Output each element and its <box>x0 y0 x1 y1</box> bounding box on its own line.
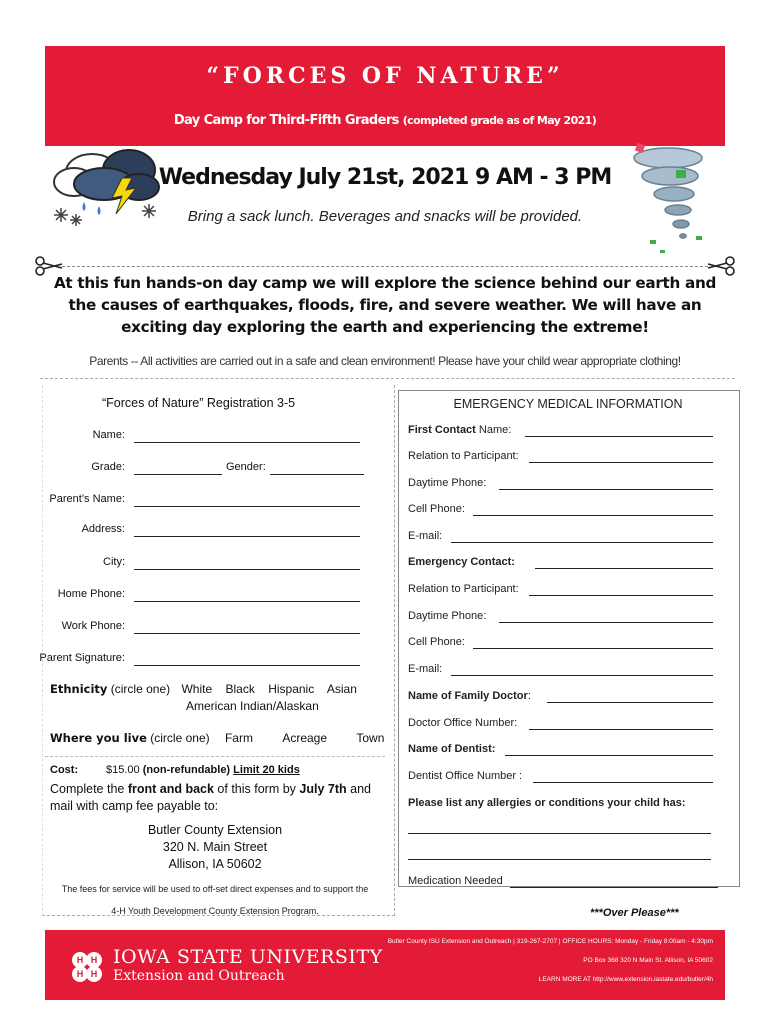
cell-phone-input-line[interactable] <box>473 648 713 649</box>
lunch-note: Bring a sack lunch. Beverages and snacks will be provided. <box>187 208 583 225</box>
allergies-label: Please list any allergies or conditions your child has: <box>408 797 686 809</box>
divider <box>40 378 735 379</box>
ethnicity-option[interactable]: Black <box>225 682 255 696</box>
cell-phone-label: Cell Phone: <box>408 503 465 515</box>
grade-input-line[interactable] <box>134 474 222 475</box>
ethnicity-option[interactable]: American Indian/Alaskan <box>186 699 319 713</box>
where-option[interactable]: Town <box>356 731 385 745</box>
instr-part: Complete the <box>50 782 128 796</box>
city-input-line[interactable] <box>134 569 360 570</box>
medication-field[interactable] <box>408 875 718 891</box>
allergies-input-line[interactable] <box>408 833 711 834</box>
address-label: Address: <box>81 523 125 535</box>
parent-signature-label: Parent Signature: <box>39 652 125 664</box>
relation-label: Relation to Participant: <box>408 450 519 462</box>
footer-banner <box>45 930 725 1000</box>
email-label: E-mail: <box>408 663 443 675</box>
where-option[interactable]: Farm <box>224 731 253 745</box>
fees-note-line: The fees for service will be used to off-set direct expenses and to support the <box>61 884 369 894</box>
divider <box>45 756 385 757</box>
relation-label: Relation to Participant: <box>408 583 519 595</box>
instr-bold: July 7th <box>299 782 347 796</box>
doctor-phone-field[interactable] <box>408 717 713 733</box>
emergency-contact-input-line[interactable] <box>535 568 713 569</box>
name-field[interactable] <box>30 429 370 447</box>
subtitle-main: Day Camp for Third-Fifth Graders <box>173 113 399 128</box>
city-field[interactable] <box>30 556 370 574</box>
home-phone-field[interactable] <box>30 588 370 606</box>
where-label: Where you live <box>50 731 147 745</box>
family-doctor-field[interactable]: Name of Family Doctor: <box>408 690 713 706</box>
4h-clover-icon <box>67 947 107 987</box>
emergency-contact-field[interactable] <box>408 556 713 572</box>
dentist-input-line[interactable] <box>505 755 713 756</box>
relation-input-line[interactable] <box>529 462 713 463</box>
relation-field[interactable] <box>408 583 713 599</box>
first-contact-input-line[interactable] <box>525 436 713 437</box>
instr-part: and mail with camp fee payable to: <box>50 782 371 813</box>
cut-line <box>62 266 708 267</box>
ethnicity-option[interactable]: Asian <box>326 682 357 696</box>
mailing-instructions <box>50 781 390 815</box>
dentist-phone-field[interactable] <box>408 770 713 786</box>
over-please-note: ***Over Please*** <box>590 907 679 919</box>
gender-label: Gender: <box>226 461 266 473</box>
daytime-phone-input-line[interactable] <box>499 622 713 623</box>
email-input-line[interactable] <box>451 542 713 543</box>
where-option[interactable]: Acreage <box>282 731 328 745</box>
daytime-phone-input-line[interactable] <box>499 489 713 490</box>
relation-field[interactable] <box>408 450 713 466</box>
first-contact-label: First Contact <box>408 424 476 436</box>
where-you-live-field <box>50 731 384 745</box>
medication-input-line[interactable] <box>510 887 718 888</box>
address-input-line[interactable] <box>134 536 360 537</box>
fees-note <box>45 878 385 922</box>
dentist-phone-label: Dentist Office Number : <box>408 770 523 782</box>
parent-name-input-line[interactable] <box>134 506 360 507</box>
first-contact-field[interactable] <box>408 424 713 440</box>
parent-name-label: Parent’s Name: <box>49 493 125 505</box>
dentist-field[interactable] <box>408 743 713 759</box>
svg-text:H: H <box>76 955 84 965</box>
daytime-phone-label: Daytime Phone: <box>408 477 487 489</box>
work-phone-input-line[interactable] <box>134 633 360 634</box>
email-field[interactable] <box>408 663 713 679</box>
svg-text:H: H <box>90 955 98 965</box>
footer-website-line: LEARN MORE AT http://www.extension.iastate.edu/butler/4h <box>538 976 713 983</box>
ethnicity-label: Ethnicity <box>50 682 108 696</box>
cell-phone-input-line[interactable] <box>473 515 713 516</box>
footer-contact-line: Butler County ISU Extension and Outreach | 319-267-2707 | OFFICE HOURS: Monday - Friday 8:00am - 4:30pm <box>387 938 713 945</box>
ethnicity-option[interactable]: White <box>181 682 213 696</box>
subtitle-paren: (completed grade as of May 2021) <box>402 114 597 127</box>
cost-amount: $15.00 <box>106 764 140 776</box>
cell-phone-field[interactable] <box>408 636 713 652</box>
page-subtitle <box>45 113 725 128</box>
allergies-prompt <box>408 797 713 813</box>
fees-note-line: 4-H Youth Development County Extension Program. <box>111 906 319 916</box>
cost-nonrefundable: (non-refundable) <box>142 764 231 776</box>
parents-note: Parents -- All activities are carried out in a safe and clean environment! Please have your child wear appropriate clothing! <box>89 354 681 368</box>
dentist-phone-input-line[interactable] <box>533 782 713 783</box>
email-field[interactable] <box>408 530 713 546</box>
page-title: “FORCES OF NATURE” <box>206 63 564 89</box>
mailing-address <box>45 822 385 873</box>
family-doctor-input-line[interactable] <box>547 702 713 703</box>
footer-address-line: PO Box 368 320 N Main St. Allison, IA 50602 <box>583 957 713 964</box>
svg-text:H: H <box>76 969 84 979</box>
cost-line <box>50 764 300 776</box>
doctor-phone-input-line[interactable] <box>529 729 713 730</box>
daytime-phone-label: Daytime Phone: <box>408 610 487 622</box>
gender-input-line[interactable] <box>270 474 364 475</box>
cell-phone-label: Cell Phone: <box>408 636 465 648</box>
ethnicity-hint: (circle one) <box>110 682 171 696</box>
tornado-icon <box>630 140 710 260</box>
cost-limit: Limit 20 kids <box>233 764 300 776</box>
address-line: 320 N. Main Street <box>162 840 268 854</box>
university-name: IOWA STATE UNIVERSITY <box>113 946 383 968</box>
emergency-title: EMERGENCY MEDICAL INFORMATION <box>453 397 683 411</box>
doctor-phone-label: Doctor Office Number: <box>408 717 518 729</box>
ethnicity-field <box>50 682 367 696</box>
name-input-line[interactable] <box>134 442 360 443</box>
relation-input-line[interactable] <box>529 595 713 596</box>
work-phone-label: Work Phone: <box>61 620 125 632</box>
email-label: E-mail: <box>408 530 443 542</box>
emergency-contact-label: Emergency Contact: <box>408 556 515 568</box>
allergies-input-line[interactable] <box>408 859 711 860</box>
ethnicity-option[interactable]: Hispanic <box>268 682 315 696</box>
home-phone-label: Home Phone: <box>57 588 125 600</box>
email-input-line[interactable] <box>451 675 713 676</box>
unit-name: Extension and Outreach <box>113 968 285 984</box>
medication-label: Medication Needed <box>408 875 503 887</box>
registration-title: “Forces of Nature” Registration 3-5 <box>102 396 296 410</box>
where-hint: (circle one) <box>150 731 210 745</box>
header-banner <box>45 46 725 146</box>
instr-bold: front and back <box>127 782 214 796</box>
dentist-label: Name of Dentist: <box>408 743 496 755</box>
intro-paragraph: At this fun hands-on day camp we will explore the science behind our earth and the causes of earthquakes, floods, fire, and severe weather. We will have an exciting day exploring the earth and experiencing the extreme! <box>53 274 717 336</box>
city-label: City: <box>103 556 125 568</box>
address-field[interactable] <box>30 523 370 541</box>
parent-name-field[interactable] <box>30 493 370 511</box>
first-contact-name-label: Name: <box>475 424 512 436</box>
home-phone-input-line[interactable] <box>134 601 360 602</box>
parent-signature-field[interactable] <box>30 652 370 670</box>
address-line: Allison, IA 50602 <box>168 857 262 871</box>
parent-signature-input-line[interactable] <box>134 665 360 666</box>
event-date-time: Wednesday July 21st, 2021 9 AM - 3 PM <box>158 165 612 190</box>
name-label: Name: <box>92 429 125 441</box>
grade-label: Grade: <box>91 461 125 473</box>
svg-text:H: H <box>90 969 98 979</box>
cost-label: Cost: <box>50 764 79 776</box>
daytime-phone-field[interactable] <box>408 477 713 493</box>
grade-gender-field[interactable] <box>30 461 370 479</box>
daytime-phone-field[interactable] <box>408 610 713 626</box>
cell-phone-field[interactable] <box>408 503 713 519</box>
instr-part: of this form by <box>213 782 300 796</box>
work-phone-field[interactable] <box>30 620 370 638</box>
address-line: Butler County Extension <box>147 823 283 837</box>
family-doctor-label: Name of Family Doctor <box>408 690 528 702</box>
